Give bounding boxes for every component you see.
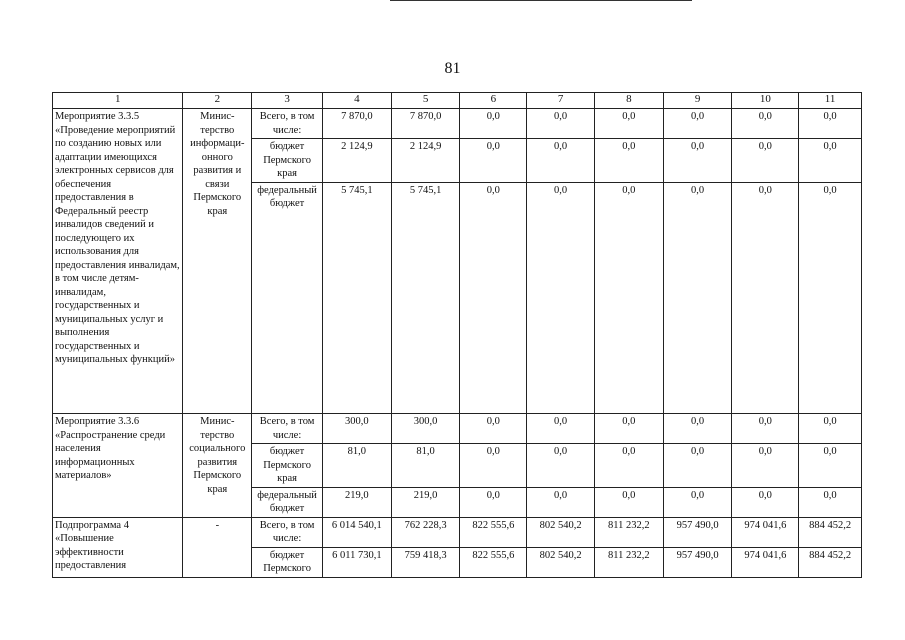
value-cell: 974 041,6 [732, 517, 799, 547]
value-cell: 974 041,6 [732, 547, 799, 577]
value-cell: 0,0 [799, 182, 862, 414]
value-cell: 0,0 [594, 487, 663, 517]
header-cell: 10 [732, 93, 799, 109]
value-cell: 81,0 [322, 444, 391, 488]
value-cell: 0,0 [799, 109, 862, 139]
value-cell: 0,0 [527, 139, 595, 183]
value-cell: 0,0 [732, 487, 799, 517]
value-cell: 0,0 [663, 414, 732, 444]
value-cell: 957 490,0 [663, 517, 732, 547]
header-cell: 2 [183, 93, 252, 109]
table-row [53, 414, 862, 444]
funding-source: Всего, в том числе: [252, 109, 323, 139]
value-cell: 0,0 [460, 414, 527, 444]
value-cell: 5 745,1 [322, 182, 391, 414]
value-cell: 6 014 540,1 [322, 517, 391, 547]
page-number: 81 [444, 60, 461, 77]
header-cell: 3 [252, 93, 323, 109]
activity-name: Мероприятие 3.3.5 «Проведение мероприятий по созданию новых или адаптации имеющихся электронных сервисов для обеспечения предоставления в Федеральный реестр инвалидов сведений и последующего их использования для предоставления инвалидам, в том числе детям-инвалидам, государственных и муниципальных услуг и выполнения государственных и муниципальных функций» [53, 109, 183, 414]
value-cell: 0,0 [663, 182, 732, 414]
value-cell: 0,0 [594, 414, 663, 444]
funding-source: бюджет Пермского края [252, 139, 323, 183]
value-cell: 2 124,9 [391, 139, 460, 183]
value-cell: 6 011 730,1 [322, 547, 391, 577]
value-cell: 0,0 [663, 487, 732, 517]
value-cell: 300,0 [391, 414, 460, 444]
value-cell: 0,0 [527, 414, 595, 444]
header-cell: 1 [53, 93, 183, 109]
value-cell: 0,0 [527, 444, 595, 488]
value-cell: 5 745,1 [391, 182, 460, 414]
value-cell: 0,0 [460, 487, 527, 517]
value-cell: 0,0 [663, 139, 732, 183]
value-cell: 0,0 [799, 139, 862, 183]
executor: Минис-терство социального развития Пермского края [183, 414, 252, 518]
table-row [53, 517, 862, 547]
value-cell: 0,0 [594, 109, 663, 139]
value-cell: 2 124,9 [322, 139, 391, 183]
activity-name: Подпрограмма 4 «Повышение эффективности предоставления [53, 517, 183, 577]
value-cell: 822 555,6 [460, 517, 527, 547]
budget-table [52, 92, 862, 578]
funding-source: федеральный бюджет [252, 487, 323, 517]
value-cell: 0,0 [663, 109, 732, 139]
value-cell: 0,0 [594, 139, 663, 183]
executor: - [183, 517, 252, 577]
funding-source: Всего, в том числе: [252, 517, 323, 547]
funding-source: Всего, в том числе: [252, 414, 323, 444]
value-cell: 0,0 [732, 139, 799, 183]
value-cell: 822 555,6 [460, 547, 527, 577]
header-row [53, 93, 862, 109]
value-cell: 884 452,2 [799, 547, 862, 577]
executor: Минис-терство информаци-онного развития и связи Пермского края [183, 109, 252, 414]
value-cell: 0,0 [732, 414, 799, 444]
value-cell: 0,0 [527, 109, 595, 139]
value-cell: 811 232,2 [594, 547, 663, 577]
header-cell: 4 [322, 93, 391, 109]
header-cell: 9 [663, 93, 732, 109]
value-cell: 7 870,0 [391, 109, 460, 139]
value-cell: 0,0 [732, 182, 799, 414]
value-cell: 811 232,2 [594, 517, 663, 547]
funding-source: федеральный бюджет [252, 182, 323, 414]
value-cell: 0,0 [527, 182, 595, 414]
value-cell: 0,0 [460, 182, 527, 414]
value-cell: 0,0 [799, 487, 862, 517]
value-cell: 0,0 [594, 444, 663, 488]
header-cell: 11 [799, 93, 862, 109]
top-rule [390, 0, 692, 1]
value-cell: 884 452,2 [799, 517, 862, 547]
value-cell: 0,0 [460, 444, 527, 488]
value-cell: 0,0 [527, 487, 595, 517]
value-cell: 0,0 [663, 444, 732, 488]
funding-source: бюджет Пермского края [252, 444, 323, 488]
value-cell: 0,0 [732, 444, 799, 488]
value-cell: 0,0 [460, 109, 527, 139]
value-cell: 81,0 [391, 444, 460, 488]
value-cell: 957 490,0 [663, 547, 732, 577]
value-cell: 0,0 [594, 182, 663, 414]
value-cell: 802 540,2 [527, 517, 595, 547]
header-cell: 6 [460, 93, 527, 109]
value-cell: 300,0 [322, 414, 391, 444]
value-cell: 802 540,2 [527, 547, 595, 577]
table-row [53, 109, 862, 139]
header-cell: 5 [391, 93, 460, 109]
funding-source: бюджет Пермского [252, 547, 323, 577]
value-cell: 0,0 [799, 414, 862, 444]
activity-name: Мероприятие 3.3.6 «Распространение среди населения информационных материалов» [53, 414, 183, 518]
value-cell: 759 418,3 [391, 547, 460, 577]
value-cell: 0,0 [732, 109, 799, 139]
header-cell: 7 [527, 93, 595, 109]
value-cell: 219,0 [391, 487, 460, 517]
value-cell: 219,0 [322, 487, 391, 517]
header-cell: 8 [594, 93, 663, 109]
value-cell: 0,0 [799, 444, 862, 488]
value-cell: 0,0 [460, 139, 527, 183]
value-cell: 762 228,3 [391, 517, 460, 547]
value-cell: 7 870,0 [322, 109, 391, 139]
